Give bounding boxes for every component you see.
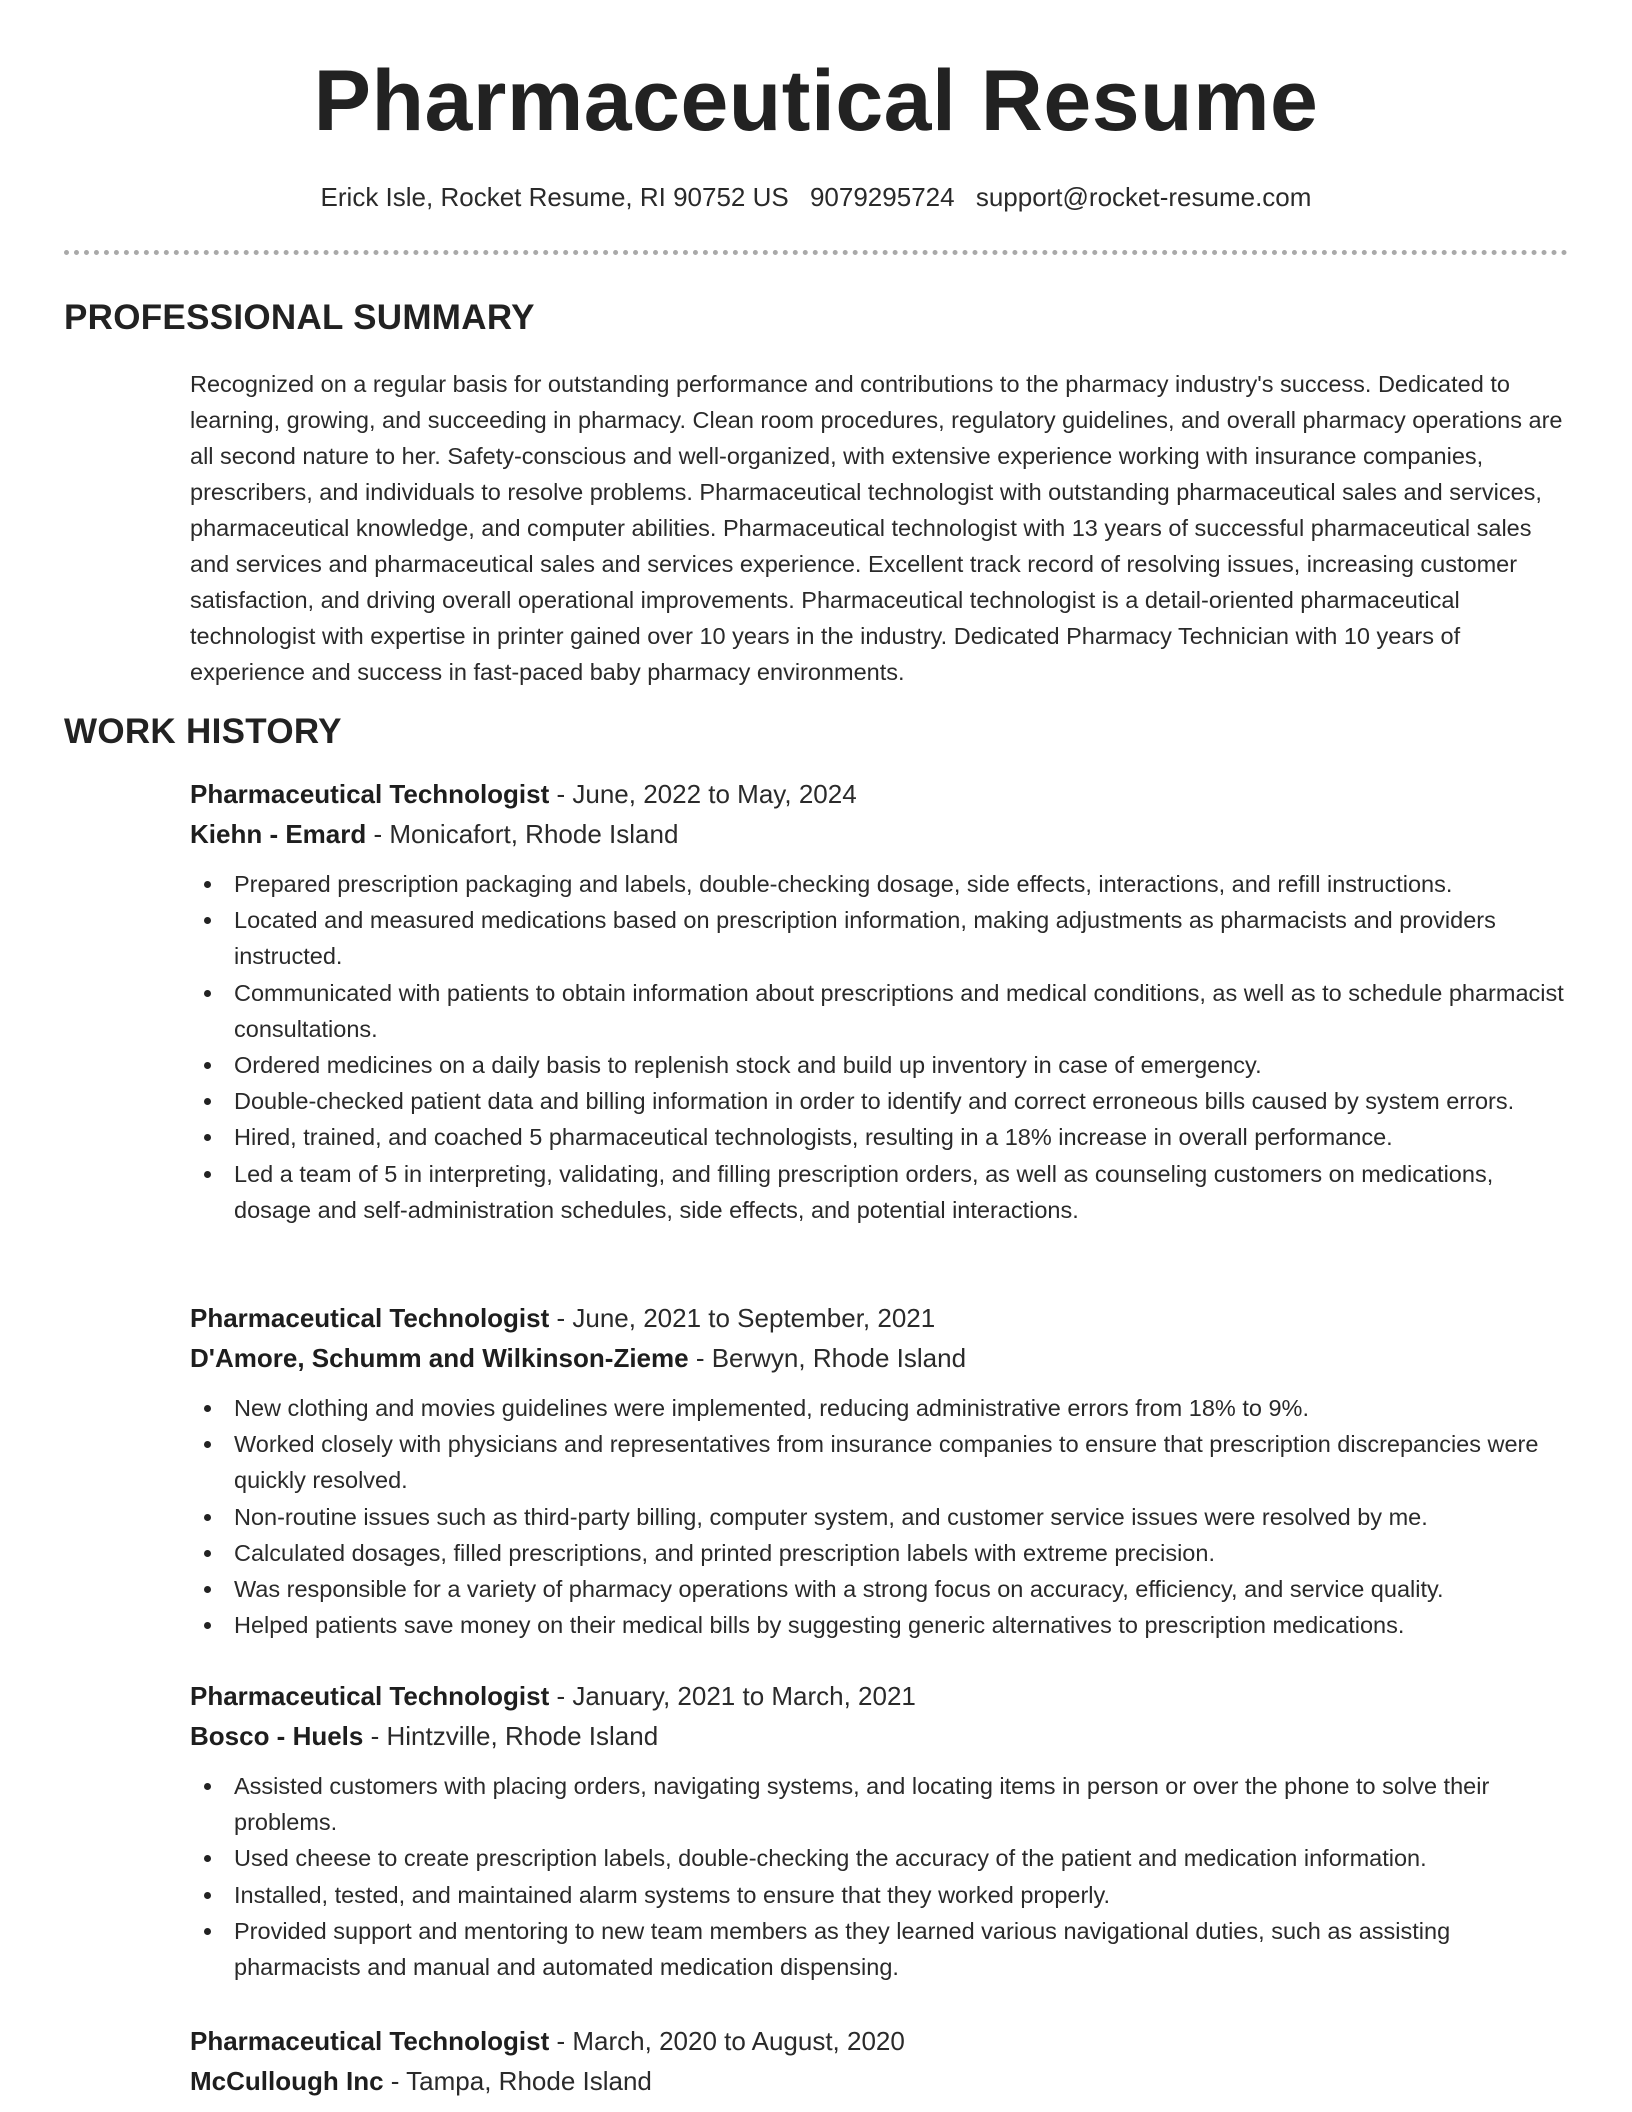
job-company: McCullough Inc — [190, 2066, 384, 2096]
job-bullets — [190, 1768, 1570, 1985]
list-item: Installed, tested, and maintained alarm systems to ensure that they worked properly. — [190, 1877, 1570, 1913]
list-item: Non-routine issues such as third-party billing, computer system, and customer service issues were resolved by me. — [190, 1499, 1570, 1535]
list-item: Worked closely with physicians and representatives from insurance companies to ensure that prescription discrepancies were quickly resolved. — [190, 1426, 1570, 1498]
job-entry-3 — [190, 1676, 1570, 1985]
job-location: - Berwyn, Rhode Island — [688, 1343, 967, 1373]
job-entry-4 — [190, 2021, 1570, 2101]
list-item: Helped patients save money on their medical bills by suggesting generic alternatives to prescription medications. — [190, 1607, 1570, 1643]
job-dates: - June, 2022 to May, 2024 — [549, 779, 857, 809]
job-company-line — [190, 814, 1570, 854]
contact-email: support@rocket-resume.com — [975, 182, 1312, 212]
job-role: Pharmaceutical Technologist — [190, 1303, 550, 1333]
job-entry-2 — [190, 1298, 1570, 1643]
list-item: Double-checked patient data and billing information in order to identify and correct erroneous bills caused by system errors. — [190, 1083, 1570, 1119]
section-title-work-history: WORK HISTORY — [64, 712, 342, 751]
header-divider — [64, 250, 1568, 255]
job-location: - Tampa, Rhode Island — [383, 2066, 652, 2096]
job-location: - Hintzville, Rhode Island — [363, 1721, 659, 1751]
job-location: - Monicafort, Rhode Island — [366, 819, 679, 849]
list-item: Assisted customers with placing orders, navigating systems, and locating items in person or over the phone to solve their problems. — [190, 1768, 1570, 1840]
job-dates: - June, 2021 to September, 2021 — [549, 1303, 936, 1333]
job-title-line — [190, 2021, 1570, 2061]
list-item: Prepared prescription packaging and labels, double-checking dosage, side effects, interactions, and refill instructions. — [190, 866, 1570, 902]
job-bullets — [190, 866, 1570, 1228]
job-company: Kiehn - Emard — [190, 819, 367, 849]
contact-phone: 9079295724 — [809, 182, 955, 212]
list-item: Provided support and mentoring to new team members as they learned various navigational duties, such as assisting pharmacists and manual and automated medication dispensing. — [190, 1913, 1570, 1985]
section-title-summary: PROFESSIONAL SUMMARY — [64, 298, 535, 337]
job-company-line — [190, 1716, 1570, 1756]
list-item: Ordered medicines on a daily basis to replenish stock and build up inventory in case of emergency. — [190, 1047, 1570, 1083]
contact-line — [0, 182, 1632, 213]
job-company: D'Amore, Schumm and Wilkinson-Zieme — [190, 1343, 689, 1373]
job-company-line — [190, 1338, 1570, 1378]
job-bullets — [190, 1390, 1570, 1643]
resume-title: Pharmaceutical Resume — [313, 53, 1319, 149]
job-title-line — [190, 1298, 1570, 1338]
job-entry-1 — [190, 774, 1570, 1228]
list-item: Used cheese to create prescription labels, double-checking the accuracy of the patient and medication information. — [190, 1840, 1570, 1876]
list-item: Located and measured medications based on prescription information, making adjustments as pharmacists and providers instructed. — [190, 902, 1570, 974]
list-item: Hired, trained, and coached 5 pharmaceutical technologists, resulting in a 18% increase in overall performance. — [190, 1119, 1570, 1155]
contact-address: Erick Isle, Rocket Resume, RI 90752 US — [320, 182, 789, 212]
job-company-line — [190, 2061, 1570, 2101]
job-role: Pharmaceutical Technologist — [190, 2026, 550, 2056]
job-dates: - March, 2020 to August, 2020 — [549, 2026, 905, 2056]
list-item: Was responsible for a variety of pharmacy operations with a strong focus on accuracy, efficiency, and service quality. — [190, 1571, 1570, 1607]
list-item: Communicated with patients to obtain information about prescriptions and medical conditions, as well as to schedule pharmacist consultations. — [190, 975, 1570, 1047]
job-title-line — [190, 774, 1570, 814]
list-item: Calculated dosages, filled prescriptions, and printed prescription labels with extreme precision. — [190, 1535, 1570, 1571]
job-role: Pharmaceutical Technologist — [190, 1681, 550, 1711]
summary-text: Recognized on a regular basis for outstanding performance and contributions to the pharmacy industry's success. Dedicated to learning, growing, and succeeding in pharmacy. Clean room procedures, regulatory guidelines, and overall pharmacy operations are all second nature to her. Safety-conscious and well-organized, with extensive experience working with insurance companies, prescribers, and individuals to resolve problems. Pharmaceutical technologist with outstanding pharmaceutical sales and services, pharmaceutical knowledge, and computer abilities. Pharmaceutical technologist with 13 years of successful pharmaceutical sales and services and pharmaceutical sales and services experience. Excellent track record of resolving issues, increasing customer satisfaction, and driving overall operational improvements. Pharmaceutical technologist is a detail-oriented pharmaceutical technologist with expertise in printer gained over 10 years in the industry. Dedicated Pharmacy Technician with 10 years of experience and success in fast-paced baby pharmacy environments. — [190, 371, 1563, 685]
list-item: Led a team of 5 in interpreting, validating, and filling prescription orders, as well as counseling customers on medications, dosage and self-administration schedules, side effects, and potential interactions. — [190, 1156, 1570, 1228]
job-company: Bosco - Huels — [190, 1721, 364, 1751]
job-title-line — [190, 1676, 1570, 1716]
job-dates: - January, 2021 to March, 2021 — [549, 1681, 916, 1711]
job-role: Pharmaceutical Technologist — [190, 779, 550, 809]
list-item: New clothing and movies guidelines were implemented, reducing administrative errors from 18% to 9%. — [190, 1390, 1570, 1426]
